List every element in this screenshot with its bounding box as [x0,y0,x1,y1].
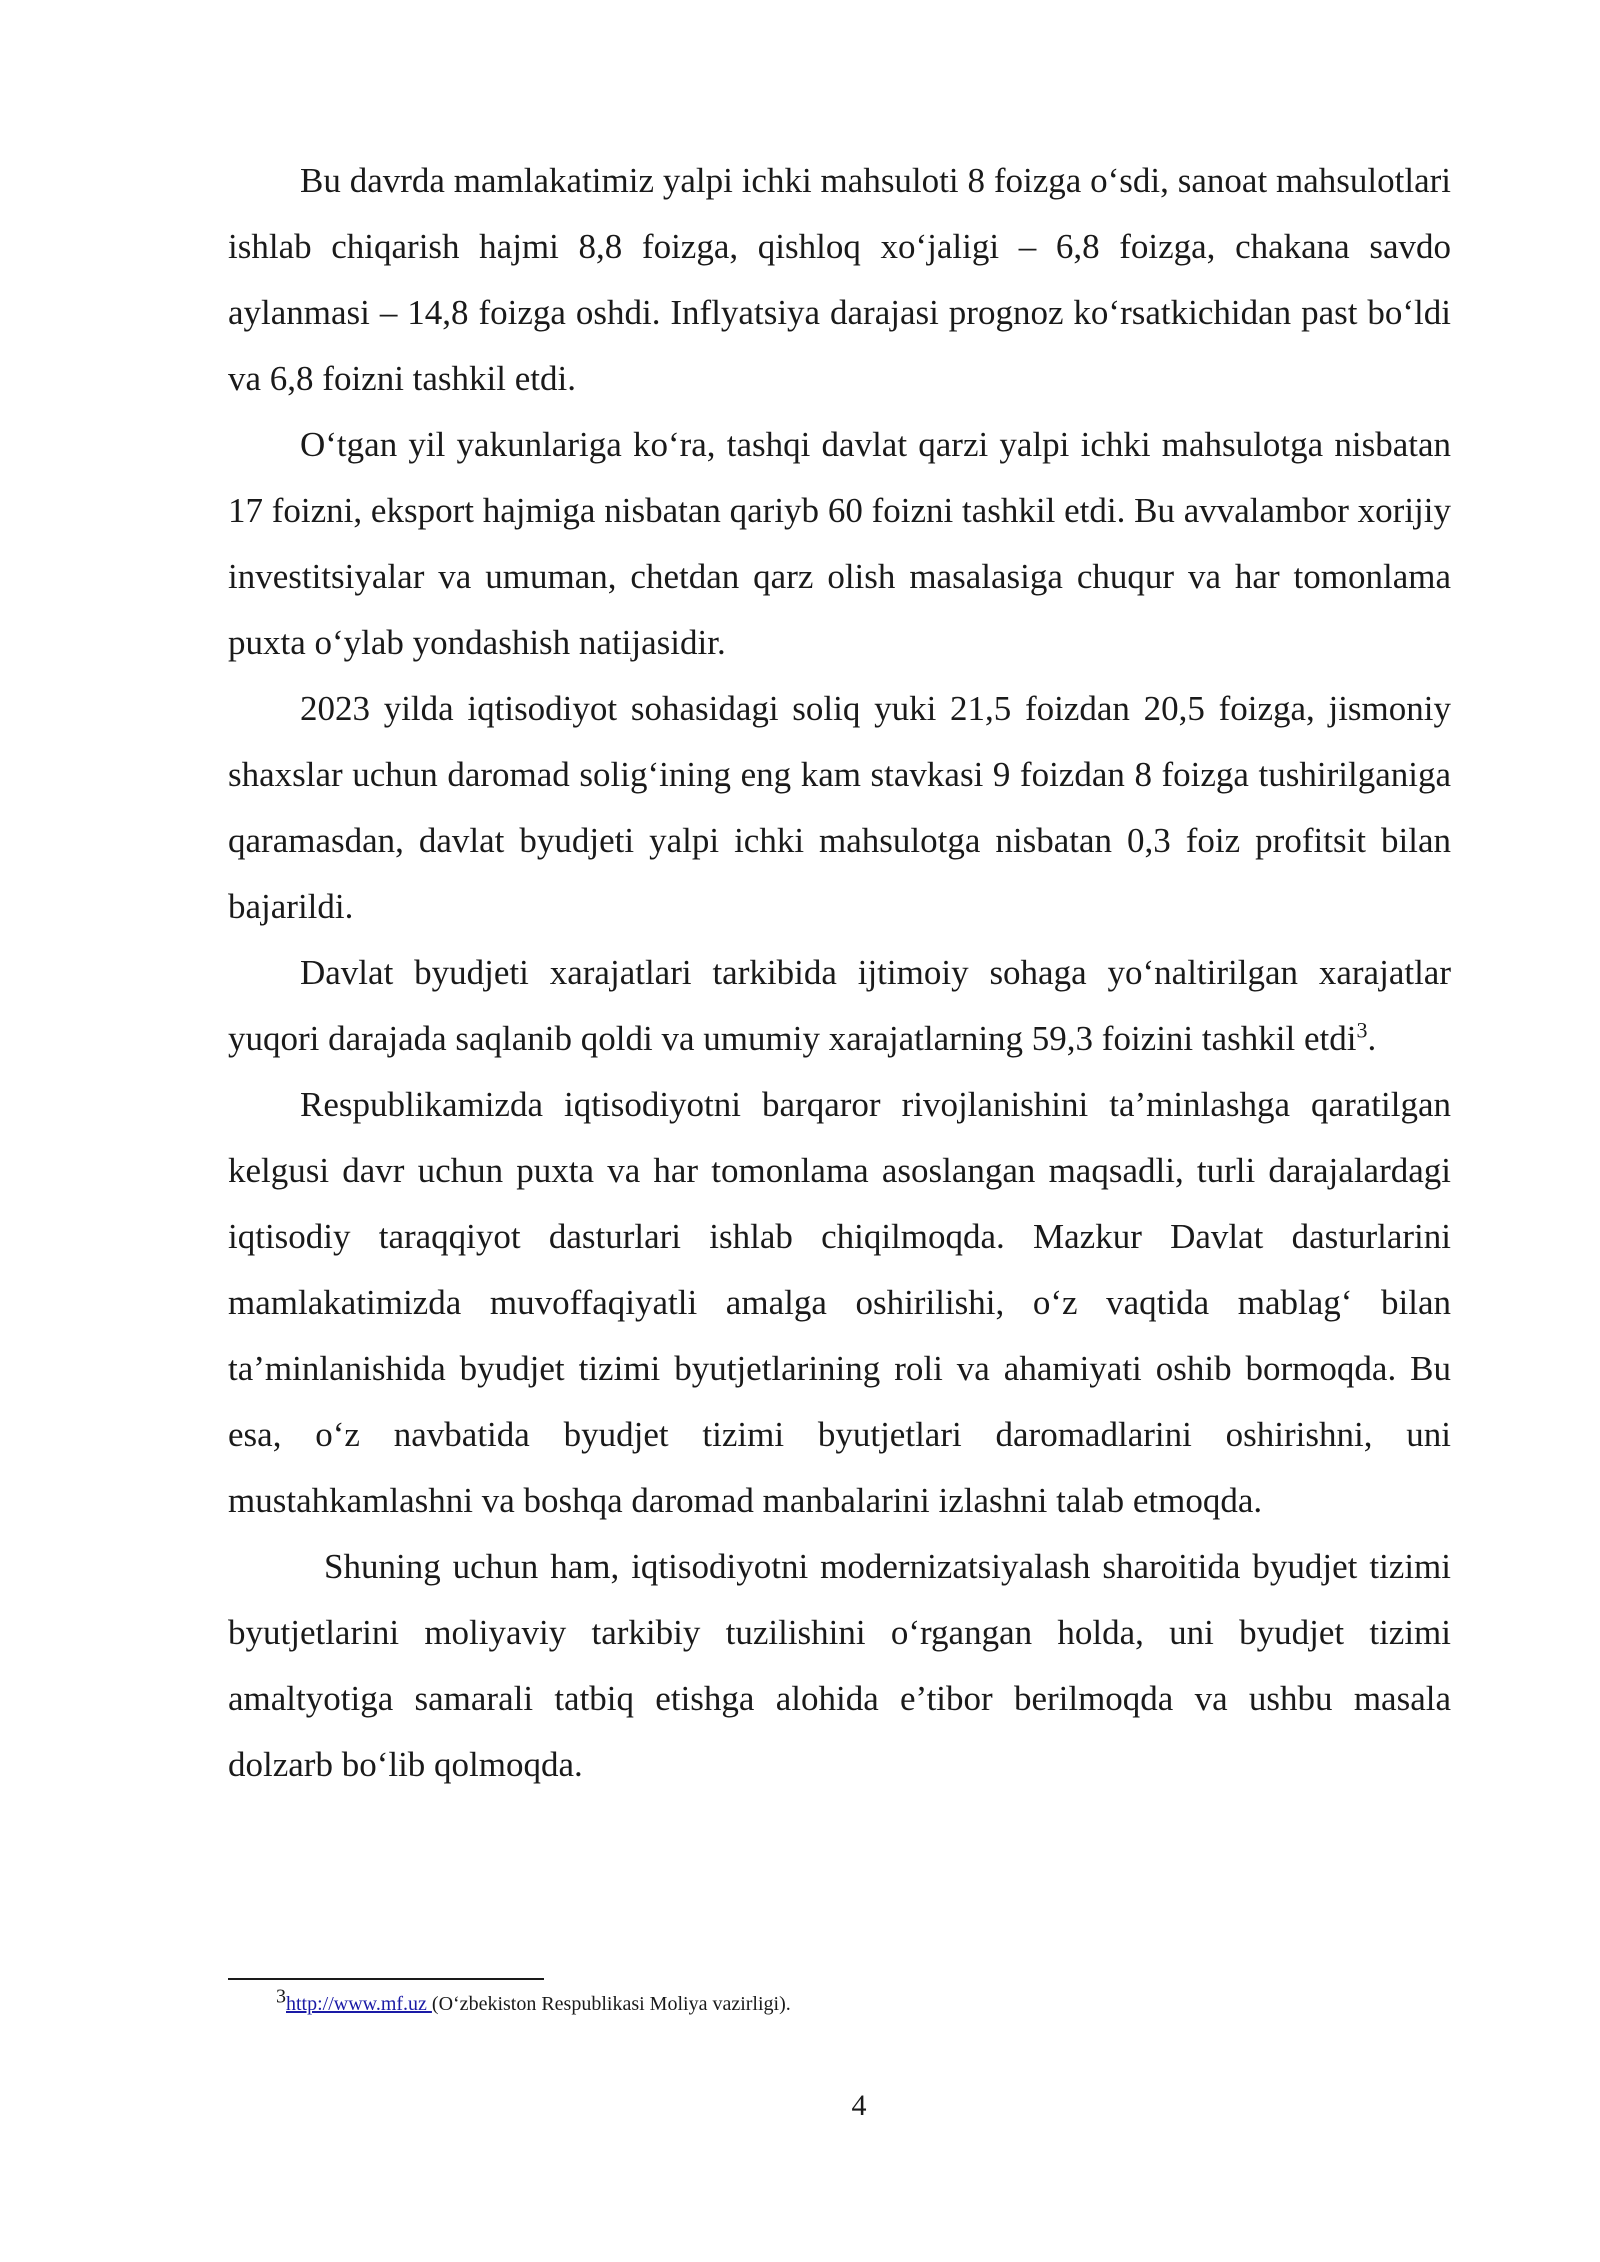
paragraph-4-text: Davlat byudjeti xarajatlari tarkibida ijtimoiy sohaga yo‘naltirilgan xarajatlar yuqori darajada saqlanib qoldi va umumiy xarajatlarning 59,3 foizini tashkil etdi [228,953,1451,1058]
paragraph-1: Bu davrda mamlakatimiz yalpi ichki mahsuloti 8 foizga o‘sdi, sanoat mahsulotlari ishlab chiqarish hajmi 8,8 foizga, qishloq xo‘jaligi – 6,8 foizga, chakana savdo aylanmasi – 14,8 foizga oshdi. Inflyatsiya darajasi prognoz ko‘rsatkichidan past bo‘ldi va 6,8 foizni tashkil etdi. [228,161,1451,398]
footnote-separator [228,1978,544,1980]
footnote-reference[interactable]: 3 [1356,1017,1368,1043]
paragraph-3: 2023 yilda iqtisodiyot sohasidagi soliq yuki 21,5 foizdan 20,5 foizga, jismoniy shaxslar uchun daromad solig‘ining eng kam stavkasi 9 foizdan 8 foizga tushirilganiga qaramasdan, davlat byudjeti yalpi ichki mahsulotga nisbatan 0,3 foiz profitsit bilan bajarildi. [228,689,1451,926]
footnote-number: 3 [276,1985,286,2008]
paragraph-4 [228,940,1451,1072]
footnote-link[interactable]: http://www.mf.uz [286,1993,432,2015]
paragraph-2: O‘tgan yil yakunlariga ko‘ra, tashqi davlat qarzi yalpi ichki mahsulotga nisbatan 17 foizni, eksport hajmiga nisbatan qariyb 60 foizni tashkil etdi. Bu avvalambor xorijiy investitsiyalar va umuman, chetdan qarz olish masalasiga chuqur va har tomonlama puxta o‘ylab yondashish natijasidir. [228,425,1451,662]
paragraph-6: Shuning uchun ham, iqtisodiyotni modernizatsiyalash sharoitida byudjet tizimi byutjetlarini moliyaviy tarkibiy tuzilishini o‘rgangan holda, uni byudjet tizimi amaltyotiga samarali tatbiq etishga alohida e’tibor berilmoqda va ushbu masala dolzarb bo‘lib qolmoqda. [228,1547,1451,1784]
footnote-text: (O‘zbekiston Respublikasi Moliya vazirligi). [431,1993,791,2015]
page-number: 4 [851,2089,867,2122]
paragraph-5: Respublikamizda iqtisodiyotni barqaror rivojlanishini ta’minlashga qaratilgan kelgusi davr uchun puxta va har tomonlama asoslangan maqsadli, turli darajalardagi iqtisodiy taraqqiyot dasturlari ishlab chiqilmoqda. Mazkur Davlat dasturlarini mamlakatimizda muvoffaqiyatli amalga oshirilishi, o‘z vaqtida mablag‘ bilan ta’minlanishida byudjet tizimi byutjetlarining roli va ahamiyati oshib bormoqda. Bu esa, o‘z navbatida byudjet tizimi byutjetlari daromadlarini oshirishni, uni mustahkamlashni va boshqa daromad manbalarini izlashni talab etmoqda. [228,1085,1451,1520]
paragraph-4-end: . [1367,1019,1377,1058]
footnote [276,1985,791,2018]
body-text [228,148,1451,1798]
